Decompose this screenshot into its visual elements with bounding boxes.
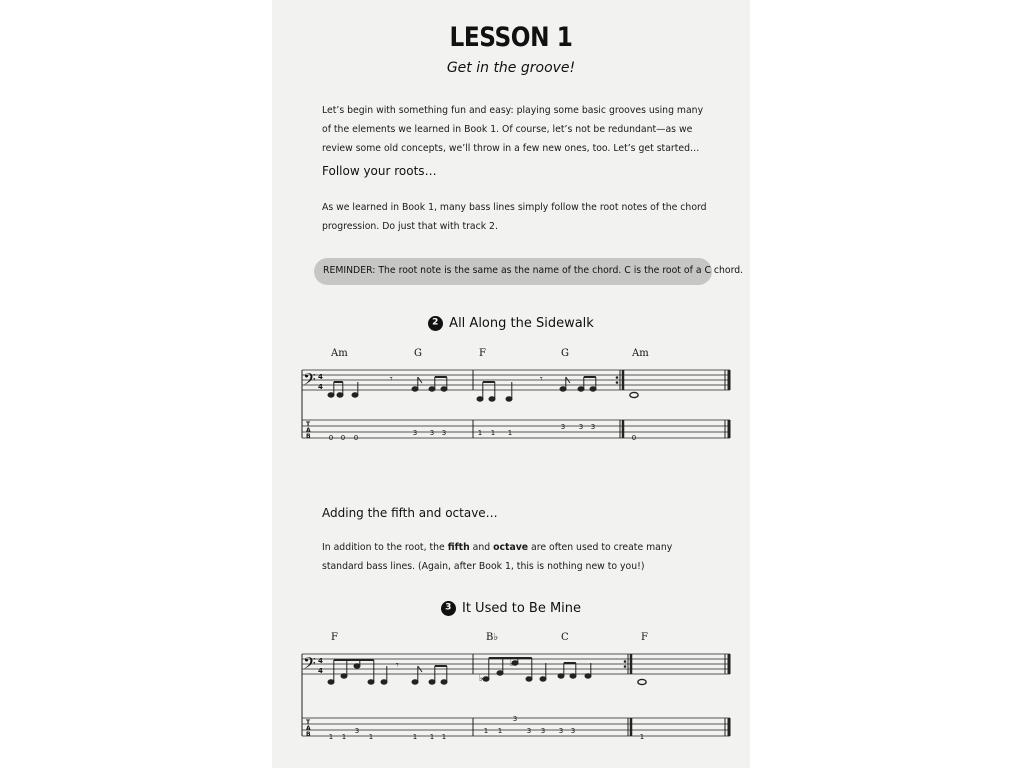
time-signature: 4 xyxy=(318,373,323,381)
chord-symbol: Am xyxy=(331,348,348,359)
music-staff xyxy=(302,370,730,390)
section-heading-fifth-octave: Adding the fifth and octave… xyxy=(322,506,498,520)
notation-system-track-2 xyxy=(272,360,750,450)
whole-note xyxy=(630,392,638,397)
whole-note xyxy=(638,679,646,684)
tab-number: 0 xyxy=(340,434,346,442)
chord-symbol: G xyxy=(561,348,569,359)
flat-icon: ♭ xyxy=(479,674,484,684)
tab-number: 1 xyxy=(341,733,347,741)
chord-symbol: Am xyxy=(632,348,649,359)
tab-number: 1 xyxy=(497,727,503,735)
tab-number: 3 xyxy=(412,429,418,437)
section-body-fifth-octave: In addition to the root, the fifth and octave are often used to create many standard bass lines. (Again, after Book 1, this is nothing new to you!) xyxy=(322,542,673,572)
svg-text:4: 4 xyxy=(318,383,323,391)
tab-number: 3 xyxy=(578,423,584,431)
tab-clef: T xyxy=(306,719,311,726)
flat-icon: ♭ xyxy=(510,659,515,669)
tab-number: 1 xyxy=(507,429,513,437)
tab-number: 3 xyxy=(354,727,360,735)
track-number-badge: 2 xyxy=(425,313,446,334)
tab-number: 3 xyxy=(590,423,596,431)
lesson-title: LESSON 1 xyxy=(449,22,573,53)
bass-clef-icon: 𝄢 xyxy=(303,369,316,393)
track-number-badge: 3 xyxy=(438,598,459,619)
svg-text:A: A xyxy=(306,427,311,434)
svg-text:4: 4 xyxy=(318,667,323,675)
tab-number: 0 xyxy=(328,434,334,442)
tab-number: 3 xyxy=(429,429,435,437)
chord-symbol: C xyxy=(561,632,569,643)
book-page xyxy=(272,0,750,768)
tab-number: 0 xyxy=(631,434,637,442)
eighth-rest: 𝄾 xyxy=(390,374,393,385)
lesson-subtitle: Get in the groove! xyxy=(446,60,576,76)
tab-number: 1 xyxy=(328,733,334,741)
reminder-text: REMINDER: The root note is the same as the name of the chord. C is the root of a C chord. xyxy=(323,265,744,276)
tab-number: 1 xyxy=(490,429,496,437)
tab-number: 0 xyxy=(353,434,359,442)
tab-number: 3 xyxy=(441,429,447,437)
tab-number: 1 xyxy=(429,733,435,741)
intro-paragraph: Let’s begin with something fun and easy: playing some basic grooves using many of the elements we learned in Book 1. Of course, let’s not be redundant—as we review some old concepts, we’ll throw in a few new ones, too. Let’s get started… xyxy=(322,105,704,154)
tab-number: 1 xyxy=(477,429,483,437)
chord-symbol: F xyxy=(331,632,338,643)
tab-number: 3 xyxy=(558,727,564,735)
section-heading-roots: Follow your roots… xyxy=(322,164,437,178)
tab-staff xyxy=(302,420,730,438)
svg-text:A: A xyxy=(306,725,311,732)
eighth-rest: 𝄾 xyxy=(396,660,399,671)
eighth-rest: 𝄾 xyxy=(540,374,543,385)
chord-symbol: F xyxy=(641,632,648,643)
tab-number: 3 xyxy=(560,423,566,431)
chord-symbol: G xyxy=(414,348,422,359)
chord-symbol: B♭ xyxy=(486,632,499,643)
tab-number: 3 xyxy=(570,727,576,735)
tab-number: 1 xyxy=(639,733,645,741)
tab-number: 3 xyxy=(512,715,518,723)
svg-text:B: B xyxy=(306,731,311,738)
tab-number: 1 xyxy=(412,733,418,741)
tab-numbers xyxy=(329,715,644,741)
bass-clef-icon: 𝄢 xyxy=(303,653,316,677)
measure-notes xyxy=(328,377,596,401)
time-signature: 4 xyxy=(318,657,323,665)
measure-notes xyxy=(328,658,591,684)
tab-number: 1 xyxy=(368,733,374,741)
chord-symbol: F xyxy=(479,348,486,359)
tab-number: 1 xyxy=(441,733,447,741)
section-body-roots: As we learned in Book 1, many bass lines simply follow the root notes of the chord progression. Do just that with track 2. xyxy=(322,202,707,232)
tab-number: 1 xyxy=(483,727,489,735)
notation-system-track-3 xyxy=(272,644,750,768)
svg-text:B: B xyxy=(306,433,311,440)
reminder-box xyxy=(314,258,744,285)
tab-number: 3 xyxy=(540,727,546,735)
tab-number: 3 xyxy=(526,727,532,735)
tab-clef: T xyxy=(306,421,311,428)
track-3-title: 3 It Used to Be Mine xyxy=(272,598,750,617)
track-2-title: 2 All Along the Sidewalk xyxy=(272,313,750,332)
